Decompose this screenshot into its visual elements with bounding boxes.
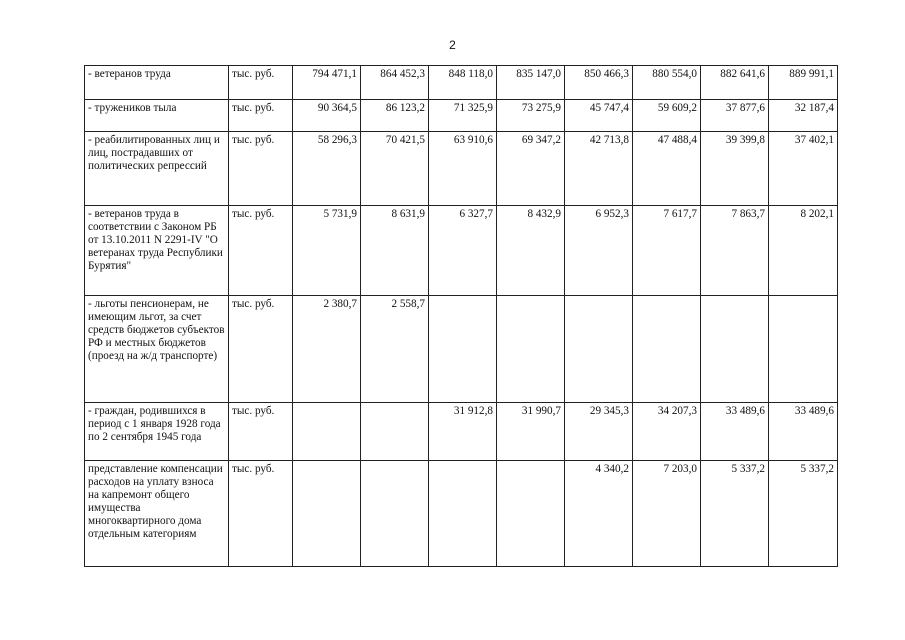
table-row: [85, 100, 838, 132]
value-cell: 794 471,1: [293, 66, 361, 100]
value-cell: 58 296,3: [293, 132, 361, 206]
value-cell: 32 187,4: [769, 100, 838, 132]
value-cell: 42 713,8: [565, 132, 633, 206]
value-cell: 5 337,2: [769, 461, 838, 567]
row-description: - тружеников тыла: [85, 100, 229, 132]
value-cell: 850 466,3: [565, 66, 633, 100]
value-cell: 8 631,9: [361, 206, 429, 296]
value-cell: [633, 296, 701, 403]
value-cell: [565, 296, 633, 403]
value-cell: 7 617,7: [633, 206, 701, 296]
value-cell: 31 990,7: [497, 403, 565, 461]
row-description: - граждан, родившихся в период с 1 января 1928 года по 2 сентября 1945 года: [85, 403, 229, 461]
value-cell: 73 275,9: [497, 100, 565, 132]
value-cell: [497, 296, 565, 403]
value-cell: 37 402,1: [769, 132, 838, 206]
data-table: [84, 65, 838, 567]
value-cell: [769, 296, 838, 403]
value-cell: 34 207,3: [633, 403, 701, 461]
table-row: [85, 66, 838, 100]
table-row: [85, 132, 838, 206]
row-unit: тыс. руб.: [229, 132, 293, 206]
row-description: - льготы пенсионерам, не имеющим льгот, за счет средств бюджетов субъектов РФ и местных бюджетов (проезд на ж/д транспорте): [85, 296, 229, 403]
value-cell: [361, 403, 429, 461]
table-row: [85, 296, 838, 403]
row-unit: тыс. руб.: [229, 296, 293, 403]
value-cell: 5 337,2: [701, 461, 769, 567]
value-cell: 47 488,4: [633, 132, 701, 206]
row-unit: тыс. руб.: [229, 403, 293, 461]
value-cell: [293, 403, 361, 461]
value-cell: 6 327,7: [429, 206, 497, 296]
value-cell: 8 202,1: [769, 206, 838, 296]
value-cell: 39 399,8: [701, 132, 769, 206]
value-cell: 8 432,9: [497, 206, 565, 296]
table-row: [85, 206, 838, 296]
value-cell: 4 340,2: [565, 461, 633, 567]
value-cell: 2 380,7: [293, 296, 361, 403]
value-cell: 90 364,5: [293, 100, 361, 132]
value-cell: 33 489,6: [769, 403, 838, 461]
value-cell: 29 345,3: [565, 403, 633, 461]
value-cell: [701, 296, 769, 403]
value-cell: [429, 461, 497, 567]
value-cell: 45 747,4: [565, 100, 633, 132]
value-cell: [361, 461, 429, 567]
row-unit: тыс. руб.: [229, 66, 293, 100]
value-cell: 71 325,9: [429, 100, 497, 132]
value-cell: 86 123,2: [361, 100, 429, 132]
value-cell: [497, 461, 565, 567]
value-cell: 7 203,0: [633, 461, 701, 567]
value-cell: 6 952,3: [565, 206, 633, 296]
row-description: - реабилитированных лиц и лиц, пострадавших от политических репрессий: [85, 132, 229, 206]
value-cell: 33 489,6: [701, 403, 769, 461]
value-cell: 37 877,6: [701, 100, 769, 132]
value-cell: 864 452,3: [361, 66, 429, 100]
row-description: представление компенсации расходов на уплату взноса на капремонт общего имущества многоквартирного дома отдельным категориям: [85, 461, 229, 567]
value-cell: 7 863,7: [701, 206, 769, 296]
value-cell: 889 991,1: [769, 66, 838, 100]
value-cell: 63 910,6: [429, 132, 497, 206]
value-cell: 59 609,2: [633, 100, 701, 132]
row-unit: тыс. руб.: [229, 206, 293, 296]
value-cell: 70 421,5: [361, 132, 429, 206]
table-row: [85, 461, 838, 567]
page-number: 2: [449, 38, 456, 52]
value-cell: 31 912,8: [429, 403, 497, 461]
value-cell: 880 554,0: [633, 66, 701, 100]
value-cell: [293, 461, 361, 567]
value-cell: 848 118,0: [429, 66, 497, 100]
value-cell: 5 731,9: [293, 206, 361, 296]
row-unit: тыс. руб.: [229, 461, 293, 567]
row-description: - ветеранов труда в соответствии с Законом РБ от 13.10.2011 N 2291-IV "О ветеранах труда Республики Бурятия": [85, 206, 229, 296]
row-unit: тыс. руб.: [229, 100, 293, 132]
value-cell: 835 147,0: [497, 66, 565, 100]
value-cell: 2 558,7: [361, 296, 429, 403]
row-description: - ветеранов труда: [85, 66, 229, 100]
value-cell: 69 347,2: [497, 132, 565, 206]
value-cell: 882 641,6: [701, 66, 769, 100]
value-cell: [429, 296, 497, 403]
table-row: [85, 403, 838, 461]
